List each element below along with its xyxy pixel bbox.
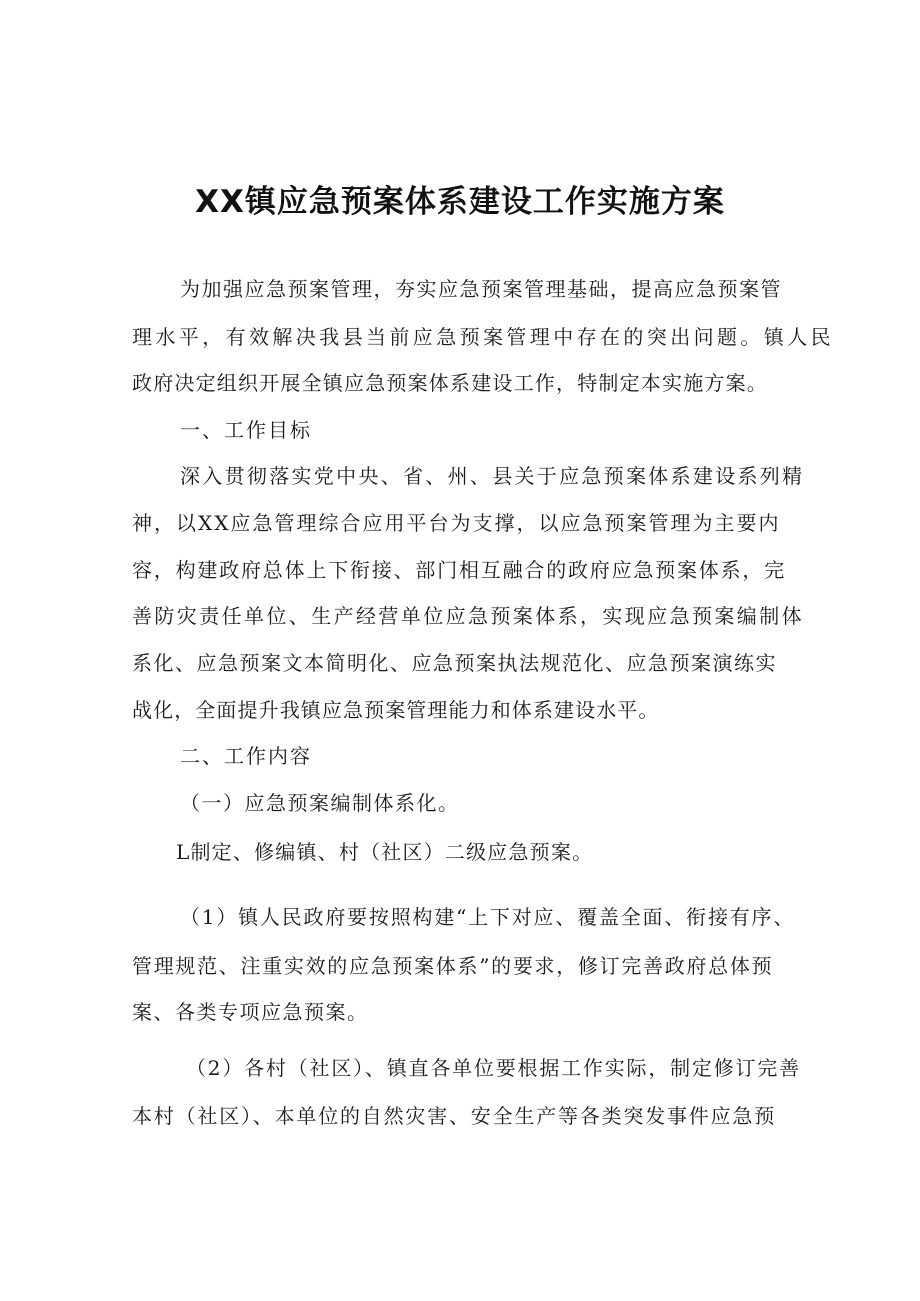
goals-paragraph-line: 深入贯彻落实党中央、省、州、县关于应急预案体系建设系列精 [180,464,805,488]
item-2-line: 本村（社区）、本单位的自然灾害、安全生产等各类突发事件应急预 [132,1104,776,1128]
item-1-line: 管理规范、注重实效的应急预案体系”的要求，修订完善政府总体预 [132,954,774,978]
goals-paragraph-line: 系化、应急预案文本简明化、应急预案执法规范化、应急预案演练实 [132,651,777,675]
goals-paragraph-line: 神，以XX应急管理综合应用平台为支撑，以应急预案管理为主要内 [132,511,781,535]
document-title: XX镇应急预案体系建设工作实施方案 [195,184,725,220]
subsection-heading: （一）应急预案编制体系化。 [180,791,460,815]
section-heading-goals: 一、工作目标 [180,418,312,442]
goals-paragraph-line: 善防灾责任单位、生产经营单位应急预案体系，实现应急预案编制体 [132,604,804,628]
item-heading: L制定、修编镇、村（社区）二级应急预案。 [176,840,594,864]
section-heading-content: 二、工作内容 [180,744,312,768]
intro-paragraph-line: 为加强应急预案管理，夯实应急预案管理基础，提高应急预案管 [180,277,782,301]
item-2-line: （2）各村（社区）、镇直各单位要根据工作实际，制定修订完善 [186,1056,801,1080]
goals-paragraph-line: 战化，全面提升我镇应急预案管理能力和体系建设水平。 [132,698,660,722]
goals-paragraph-line: 容，构建政府总体上下衔接、部门相互融合的政府应急预案体系，完 [132,558,786,582]
item-1-line: 案、各类专项应急预案。 [132,1000,369,1024]
intro-paragraph-line: 政府决定组织开展全镇应急预案体系建设工作，特制定本实施方案。 [132,371,768,395]
item-1-line: （1）镇人民政府要按照构建“上下对应、覆盖全面、衔接有序、 [180,905,796,929]
intro-paragraph-line: 理水平，有效解决我县当前应急预案管理中存在的突出问题。镇人民 [132,325,834,349]
